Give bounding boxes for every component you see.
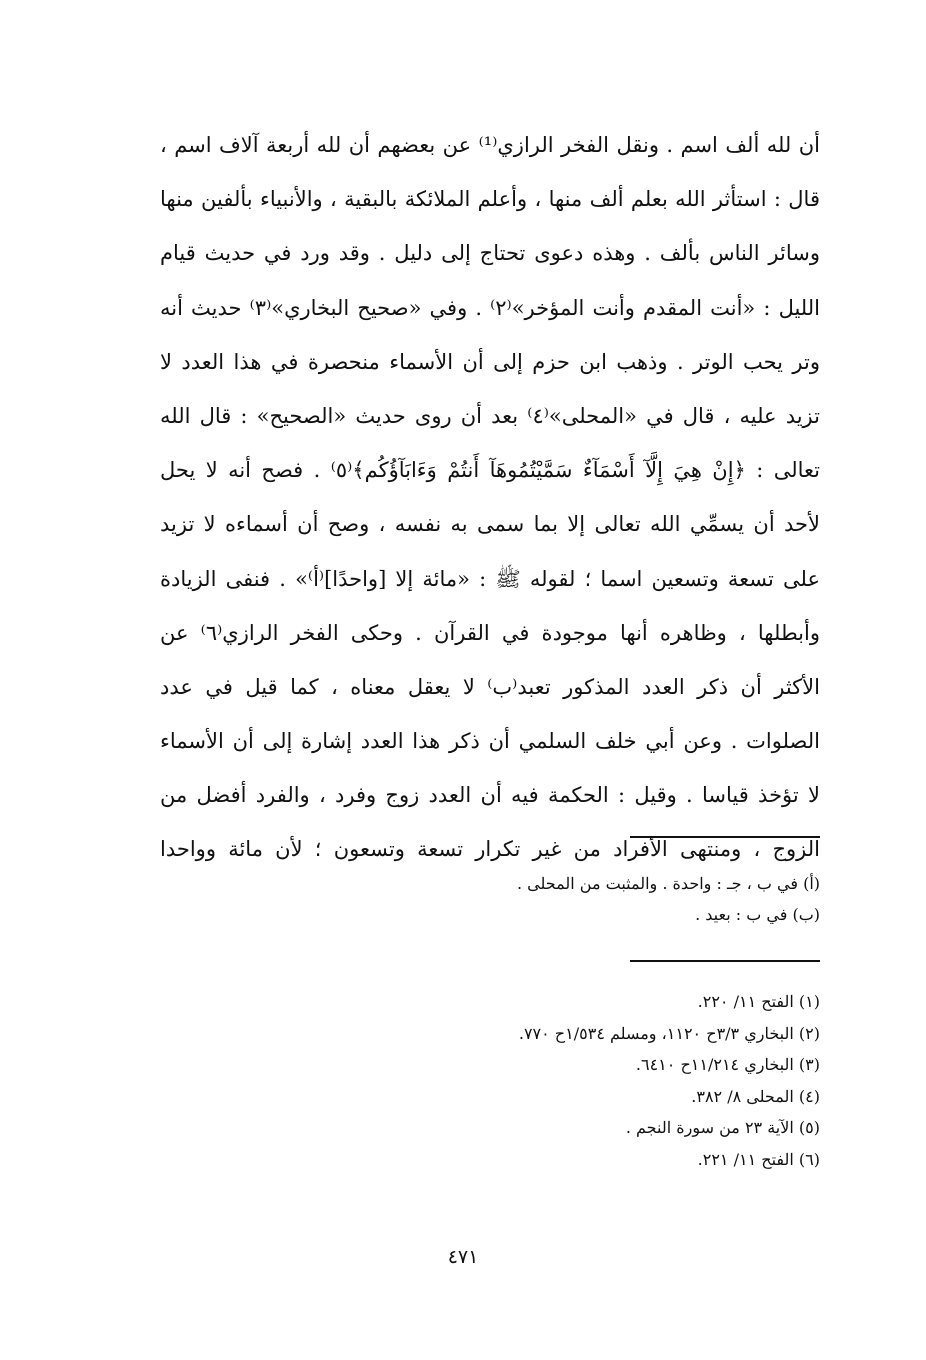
- text-line: الصلوات . وعن أبي خلف السلمي أن ذكر هذا العدد إشارة إلى أن الأسماء: [160, 729, 820, 754]
- text-line: وأبطلها ، وظاهره أنها موجودة في القرآن . وحكى الفخر الرازي⁽٦⁾ عن: [160, 620, 820, 645]
- text-line: الليل : «أنت المقدم وأنت المؤخر»⁽٢⁾ . وفي «صحيح البخاري»⁽٣⁾ حديث أنه: [160, 295, 820, 320]
- text-line: تعالى : ﴿إِنْ هِيَ إِلَّآ أَسْمَآءٌ سَمَّيْتُمُوهَآ أَنتُمْ وَءَابَآؤُكُم﴾⁽٥⁾ . فصح أنه لا يحل: [160, 458, 820, 483]
- footnote-reference: (٢) البخاري ٣/٣ح ١١٢٠، ومسلم ١/٥٣٤ح ٧٧٠.: [518, 1023, 820, 1043]
- variant-footnotes: [260, 868, 820, 930]
- text-line: الأكثر أن ذكر العدد المذكور تعبد⁽ب⁾ لا يعقل معناه ، كما قيل في عدد: [160, 674, 820, 699]
- text-line: الزوج ، ومنتهى الأفراد من غير تكرار تسعة وتسعون ؛ لأن مائة وواحدا: [160, 837, 820, 862]
- text-line: على تسعة وتسعين اسما ؛ لقوله ﷺ : «مائة إلا [واحدًا]⁽أ⁾» . فنفى الزيادة: [160, 566, 820, 591]
- footnote-reference: (٥) الآية ٢٣ من سورة النجم .: [625, 1118, 820, 1137]
- reference-footnotes: [260, 986, 820, 1175]
- text-line: وتر يحب الوتر . وذهب ابن حزم إلى أن الأسماء منحصرة في هذا العدد لا: [160, 349, 820, 374]
- footnote-reference: (٣) البخاري ١١/٢١٤ح ٦٤١٠.: [635, 1055, 820, 1074]
- text-line: قال : استأثر الله بعلم ألف منها ، وأعلم الملائكة بالبقية ، والأنبياء بألفين منها: [160, 187, 820, 212]
- footnote-divider-variants: [630, 836, 820, 838]
- page-number: ٤٧١: [447, 1246, 479, 1268]
- text-line: تزيد عليه ، قال في «المحلى»⁽٤⁾ بعد أن روى حديث «الصحيح» : قال الله: [160, 403, 820, 428]
- text-line: أن لله ألف اسم . ونقل الفخر الرازي⁽¹⁾ عن بعضهم أن لله أربعة آلاف اسم ،: [160, 133, 820, 157]
- main-text-block: [160, 118, 820, 877]
- footnote-divider-references: [630, 960, 820, 962]
- footnote-variant: (ب) في ب : بعيد .: [695, 905, 820, 924]
- footnote-variant: (أ) في ب ، جـ : واحدة . والمثبت من المحلى .: [516, 874, 820, 893]
- text-line: لا تؤخذ قياسا . وقيل : الحكمة فيه أن العدد زوج وفرد ، والفرد أفضل من: [160, 783, 820, 808]
- footnote-reference: (٦) الفتح ١١/ ٢٢١.: [697, 1149, 820, 1169]
- text-line: وسائر الناس بألف . وهذه دعوى تحتاج إلى دليل . وقد ورد في حديث قيام: [160, 241, 820, 266]
- text-line: لأحد أن يسمِّي الله تعالى إلا بما سمى به نفسه ، وصح أن أسماءه لا تزيد: [160, 512, 820, 537]
- footnote-reference: (٤) المحلى ٨/ ٣٨٢.: [691, 1086, 820, 1106]
- footnote-reference: (١) الفتح ١١/ ٢٢٠.: [697, 992, 820, 1011]
